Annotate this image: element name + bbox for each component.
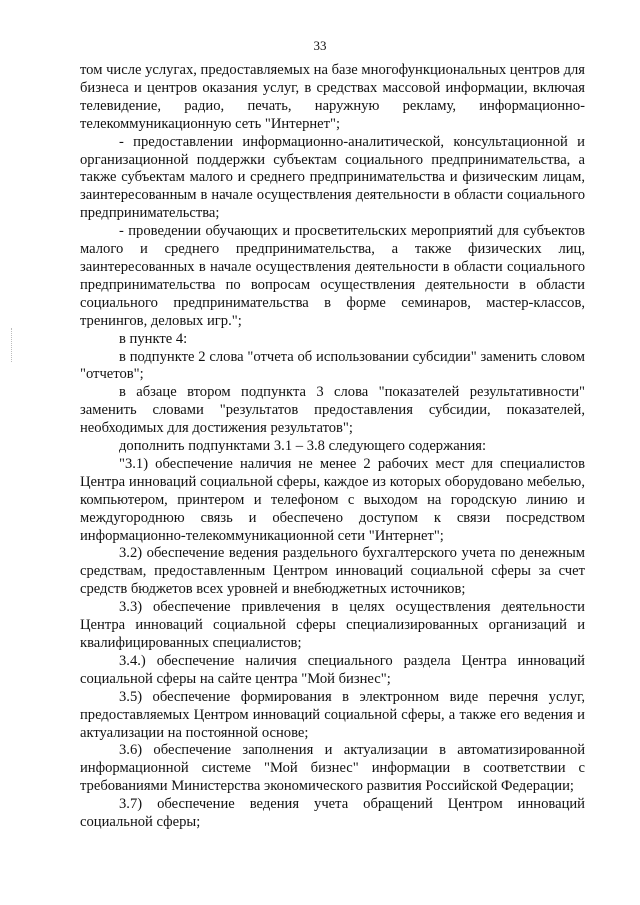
paragraph: в пункте 4:	[119, 330, 188, 347]
paragraph: - проведении обучающих и просветительских мероприятий для субъектов малого и среднего предпринимательства, а также физических лиц, заинтересованных в начале осуществления деятельности в области социального предпринимательства по вопросам осуществления деятельности в области социального предпринимательства в форме семинаров, мастер-классов, тренингов, деловых игр.";	[80, 223, 585, 329]
paragraph: том числе услугах, предоставляемых на базе многофункциональных центров для бизнеса и центров оказания услуг, в средствах массовой информации, включая телевидение, радио, печать, наружную рекламу, информационно-телекоммуникационную сеть "Интернет";	[80, 62, 585, 132]
margin-mark	[11, 328, 13, 362]
paragraph: - предоставлении информационно-аналитической, консультационной и организационной поддержки субъектам социального предпринимательства, а также субъектам малого и среднего предпринимательства и физическим лицам, заинтересованным в начале осуществления деятельности в области социального предпринимательства;	[80, 133, 585, 222]
paragraph: дополнить подпунктами 3.1 – 3.8 следующего содержания:	[119, 438, 487, 455]
paragraph: 3.4.) обеспечение наличия специального раздела Центра инноваций социальной сферы на сайте центра "Мой бизнес";	[80, 652, 585, 687]
page-number: 33	[313, 38, 327, 53]
paragraph: 3.2) обеспечение ведения раздельного бухгалтерского учета по денежным средствам, предоставленным Центром инноваций социальной сферы за счет средств бюджетов всех уровней и внебюджетных источников;	[80, 545, 585, 598]
paragraph: 3.7) обеспечение ведения учета обращений Центром инноваций социальной сферы;	[80, 796, 585, 831]
document-body	[80, 62, 585, 832]
paragraph: в абзаце втором подпункта 3 слова "показателей результативности" заменить словами "результатов предоставления субсидии, показателей, необходимых для достижения результатов";	[80, 384, 585, 437]
paragraph: в подпункте 2 слова "отчета об использовании субсидии" заменить словом "отчетов";	[80, 348, 585, 383]
paragraph: 3.3) обеспечение привлечения в целях осуществления деятельности Центра инноваций социальной сферы специализированных организаций и квалифицированных специалистов;	[80, 599, 585, 651]
paragraph: "3.1) обеспечение наличия не менее 2 рабочих мест для специалистов Центра инноваций социальной сферы, каждое из которых оборудовано мебелью, компьютером, принтером и телефоном с выходом на городскую линию и междугороднюю связь и обеспечено доступом к связи посредством информационно-телекоммуникационной сети "Интернет";	[80, 455, 585, 544]
paragraph: 3.5) обеспечение формирования в электронном виде перечня услуг, предоставляемых Центром инноваций социальной сферы, а также его ведения и актуализации на постоянной основе;	[80, 688, 585, 741]
paragraph: 3.6) обеспечение заполнения и актуализации в автоматизированной информационной системе "Мой бизнес" информации в соответствии с требованиями Министерства экономического развития Российской Федерации;	[80, 742, 585, 795]
